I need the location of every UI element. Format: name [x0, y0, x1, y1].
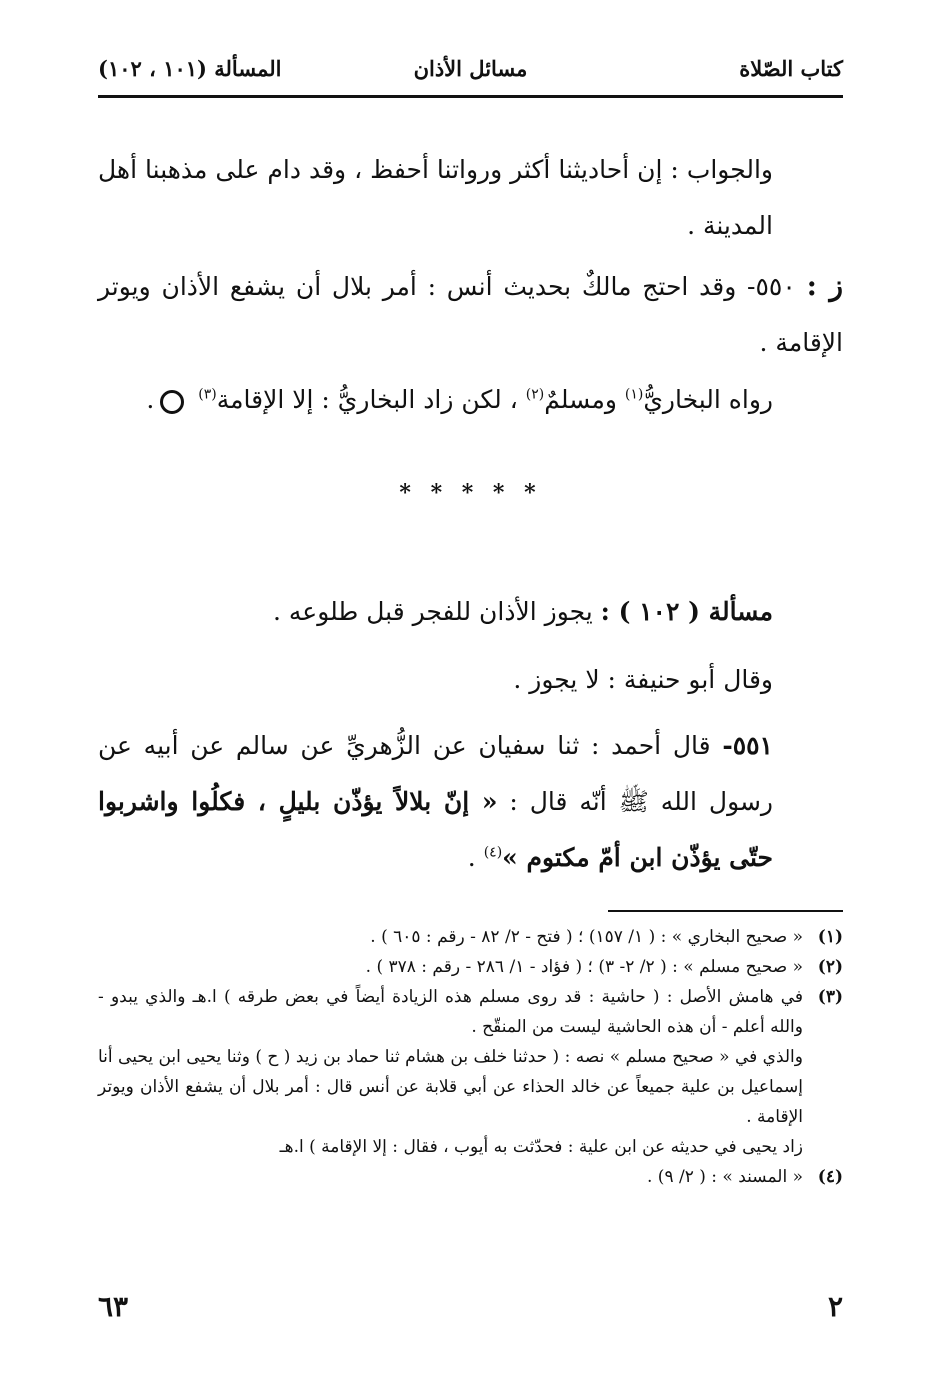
footnotes: [98, 922, 843, 1192]
footnote-rule: [608, 910, 843, 912]
hadith-551-paragraph: [98, 718, 843, 886]
hadith-551-quote: « إنّ بلالاً يؤذّن بليلٍ ، فكلُوا واشربوا حتّى يؤذّن ابن أمّ مكتوم »: [98, 787, 773, 872]
narration-part-b: ومسلمٌ: [544, 385, 617, 414]
issue-text: يجوز الأذان للفجر قبل طلوعه .: [272, 597, 593, 626]
page-number: ٦٣: [98, 1290, 129, 1323]
abu-hanifa-text: وقال أبو حنيفة : لا يجوز .: [513, 665, 773, 694]
chapter-title: مسائل الأذان: [413, 56, 528, 81]
footnote-text: « المسند » : ( ٢/ ٩) .: [646, 1167, 803, 1187]
abu-hanifa-paragraph: [98, 652, 843, 708]
issue-102-heading: [98, 584, 843, 640]
footnote-1: [98, 922, 843, 952]
footnote-ref-1[interactable]: (١): [624, 386, 644, 403]
end-circle-icon: [160, 390, 184, 414]
narration-part-a: رواه البخاريُّ: [643, 385, 773, 414]
footnote-text: « صحيح مسلم » : ( ٢/ ٢- ٣) ؛ ( فؤاد - ١/ ٢٨٦ - رقم : ٣٧٨ ) .: [365, 957, 803, 977]
book-title: كتاب الصّلاة: [739, 56, 843, 81]
narration-paragraph: [98, 372, 843, 428]
footnote-3: [98, 982, 843, 1042]
hadith-551-end: .: [467, 843, 476, 872]
footnote-3-continuation-2: زاد يحيى في حديثه عن ابن علية : فحدّثت به أيوب ، فقال : إلا الإقامة ) ا.هـ: [279, 1137, 803, 1157]
footnote-2: [98, 952, 843, 982]
volume-number: ٢: [827, 1290, 843, 1323]
footnote-number: (٣): [817, 987, 843, 1007]
footnote-text: في هامش الأصل : ( حاشية : قد روى مسلم هذه الزيادة أيضاً في بعض طرقه ) ا.هـ والذي يبدو - والله أعلم - أن هذه الحاشية ليست من المنقّح .: [98, 987, 803, 1037]
footnote-number: (٤): [817, 1167, 843, 1187]
footnote-4: [98, 1162, 843, 1192]
narration-end: .: [146, 385, 155, 414]
answer-paragraph: [98, 142, 843, 254]
zawaid-mark: ز :: [806, 269, 843, 302]
hadith-550-text: ٥٥٠- وقد احتج مالكٌ بحديث أنس : أمر بلال أن يشفع الأذان ويوتر الإقامة .: [98, 272, 843, 357]
narration-part-c: ، لكن زاد البخاريُّ : إلا الإقامة: [216, 385, 518, 414]
section-separator: * * * * *: [399, 480, 542, 506]
running-head: [98, 48, 843, 88]
footnote-ref-2[interactable]: (٢): [525, 386, 545, 403]
hadith-551-number: ٥٥١-: [722, 731, 773, 760]
footnote-number: (٢): [817, 957, 843, 977]
hadith-551-chain: قال أحمد : ثنا سفيان عن الزُّهريِّ عن سالم عن أبيه عن رسول الله ﷺ أنّه قال :: [98, 731, 774, 816]
answer-text: والجواب : إن أحاديثنا أكثر ورواتنا أحفظ ، وقد دام على مذهبنا أهل المدينة .: [98, 155, 773, 240]
footnote-ref-4[interactable]: (٤): [483, 844, 503, 861]
footnote-text: « صحيح البخاري » : ( ١/ ١٥٧) ؛ ( فتح - ٢/ ٨٢ - رقم : ٦٠٥ ) .: [370, 927, 803, 947]
header-rule: [98, 95, 843, 98]
hadith-550-paragraph: [98, 258, 843, 371]
footnote-number: (١): [817, 927, 843, 947]
issue-range: المسألة (١٠١ ، ١٠٢): [98, 56, 282, 81]
issue-label: مسألة ( ١٠٢ ) :: [600, 597, 773, 626]
footnote-ref-3[interactable]: (٣): [198, 386, 217, 403]
footnote-3-continuation: والذي في « صحيح مسلم » نصه : ( حدثنا خلف بن هشام ثنا حماد بن زيد ( ح ) وثنا يحيى ابن يحيى أنا إسماعيل بن علية جميعاً عن خالد الحذاء عن أبي قلابة عن أنس قال : أمر بلال أن يشفع الأذان ويوتر الإقامة .: [98, 1047, 803, 1127]
